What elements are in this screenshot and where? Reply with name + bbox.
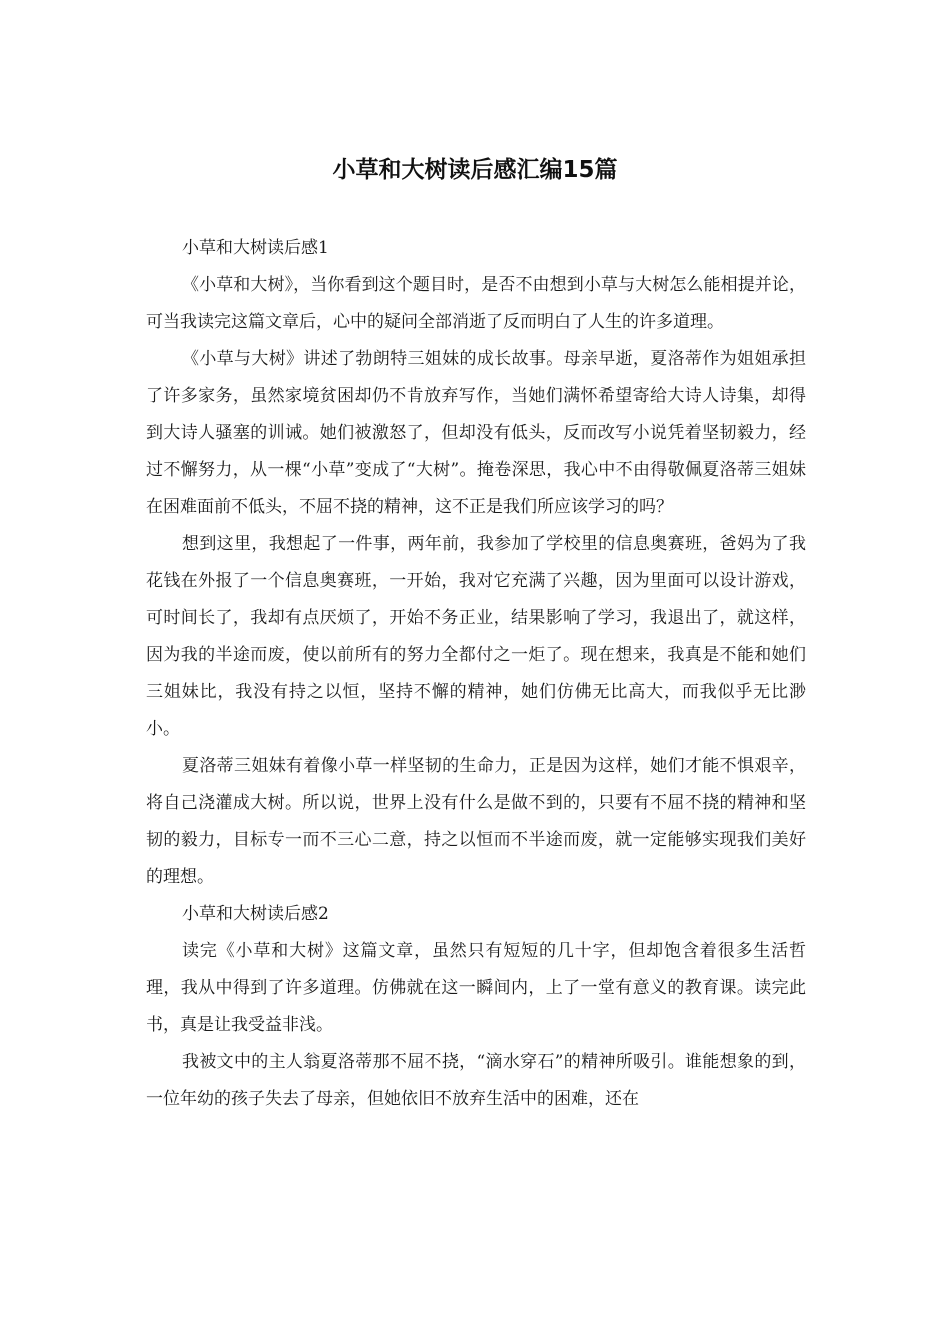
paragraph: 读完《小草和大树》这篇文章，虽然只有短短的几十字，但却饱含着很多生活哲理，我从中得到了许多道理。仿佛就在这一瞬间内，上了一堂有意义的教育课。读完此书，真是让我受益非浅。: [146, 941, 806, 1035]
paragraph: 想到这里，我想起了一件事，两年前，我参加了学校里的信息奥赛班，爸妈为了我花钱在外报了一个信息奥赛班，一开始，我对它充满了兴趣，因为里面可以设计游戏，可时间长了，我却有点厌烦了，开始不务正业，结果影响了学习，我退出了，就这样，因为我的半途而废，使以前所有的努力全都付之一炬了。现在想来，我真是不能和她们三姐妹比，我没有持之以恒，坚持不懈的精神，她们仿佛无比高大，而我似乎无比渺小。: [146, 534, 806, 739]
section-heading-2: 小草和大树读后感2: [182, 904, 329, 924]
document-title: 小草和大树读后感汇编15篇: [332, 157, 618, 183]
paragraph: 夏洛蒂三姐妹有着像小草一样坚韧的生命力，正是因为这样，她们才能不惧艰辛，将自己浇灌成大树。所以说，世界上没有什么是做不到的，只要有不屈不挠的精神和坚韧的毅力，目标专一而不三心二意，持之以恒而不半途而废，就一定能够实现我们美好的理想。: [146, 756, 806, 887]
paragraph: 《小草与大树》讲述了勃朗特三姐妹的成长故事。母亲早逝，夏洛蒂作为姐姐承担了许多家务，虽然家境贫困却仍不肯放弃写作，当她们满怀希望寄给大诗人诗集，却得到大诗人骚塞的训诫。她们被激怒了，但却没有低头，反而改写小说凭着坚韧毅力，经过不懈努力，从一棵“小草”变成了“大树”。掩卷深思，我心中不由得敬佩夏洛蒂三姐妹在困难面前不低头，不屈不挠的精神，这不正是我们所应该学习的吗？: [146, 349, 806, 517]
paragraph: 我被文中的主人翁夏洛蒂那不屈不挠，“滴水穿石”的精神所吸引。谁能想象的到，一位年幼的孩子失去了母亲，但她依旧不放弃生活中的困难，还在: [146, 1052, 806, 1109]
section-heading-1: 小草和大树读后感1: [182, 238, 329, 258]
document-body: [146, 230, 806, 1118]
paragraph: 《小草和大树》，当你看到这个题目时，是否不由想到小草与大树怎么能相提并论，可当我读完这篇文章后，心中的疑问全部消逝了反而明白了人生的许多道理。: [146, 275, 806, 332]
